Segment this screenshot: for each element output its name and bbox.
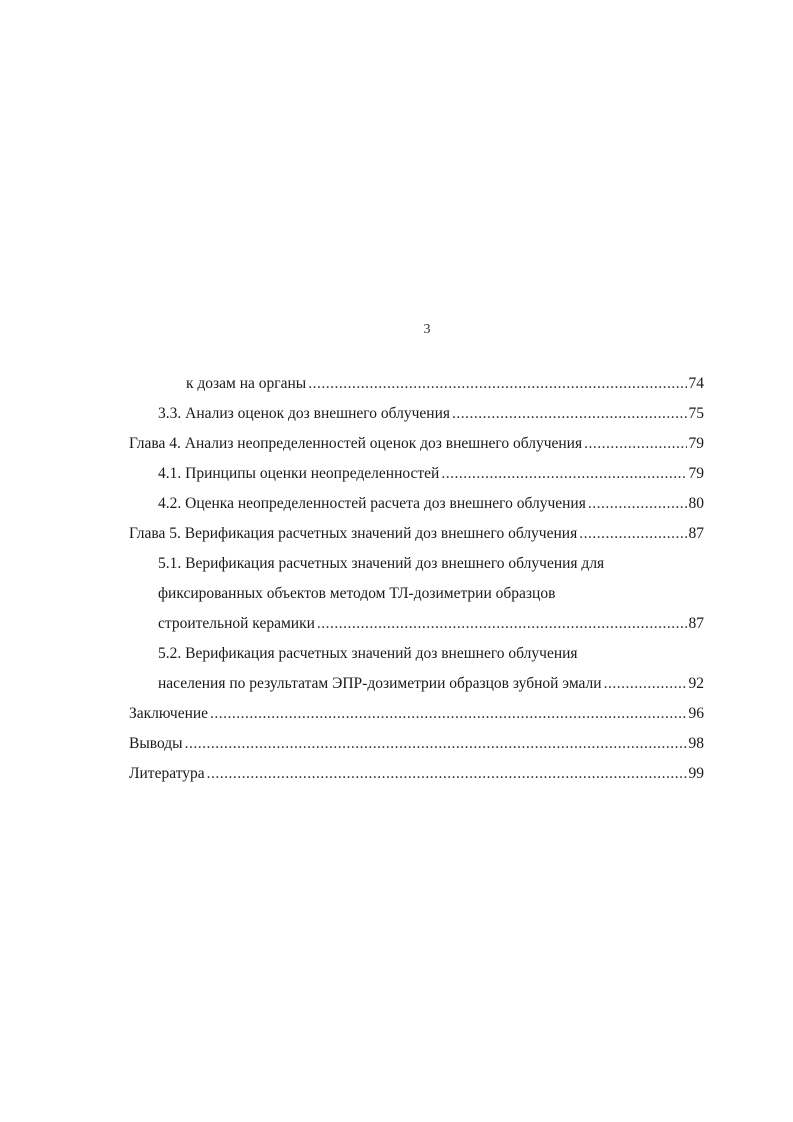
- toc-entry-page: 92: [688, 675, 704, 692]
- toc-entry-title: населения по результатам ЭПР-дозиметрии образцов зубной эмали: [158, 675, 602, 692]
- toc-leader-dots: [207, 759, 687, 789]
- toc-entry: [129, 519, 704, 549]
- toc-entry-title: фиксированных объектов методом ТЛ-дозиметрии образцов: [158, 585, 556, 602]
- toc-entry-page: 99: [688, 765, 704, 782]
- toc-leader-dots: [185, 729, 687, 759]
- toc-entry: [129, 759, 704, 789]
- toc-entry: [129, 609, 704, 639]
- toc-entry: [129, 699, 704, 729]
- toc-entry: [129, 429, 704, 459]
- table-of-contents: [129, 369, 704, 789]
- toc-entry-page: 87: [688, 525, 704, 542]
- toc-leader-dots: [441, 459, 686, 489]
- toc-entry: [129, 489, 704, 519]
- toc-entry: [129, 399, 704, 429]
- toc-entry-page: 74: [688, 375, 704, 392]
- toc-leader-dots: [588, 489, 687, 519]
- toc-entry-title: строительной керамики: [158, 615, 315, 632]
- toc-entry-page: 98: [688, 735, 704, 752]
- toc-leader-dots: [579, 519, 686, 549]
- toc-entry-page: 96: [688, 705, 704, 722]
- toc-entry-page: 80: [688, 495, 704, 512]
- toc-leader-dots: [210, 699, 686, 729]
- toc-entry-title: 3.3. Анализ оценок доз внешнего облучения: [158, 405, 450, 422]
- toc-entry-title: Глава 4. Анализ неопределенностей оценок доз внешнего облучения: [129, 435, 583, 452]
- toc-leader-dots: [452, 399, 687, 429]
- toc-entry-title: 4.1. Принципы оценки неопределенностей: [158, 465, 440, 482]
- page-number: 3: [423, 322, 431, 337]
- toc-entry: [129, 369, 704, 399]
- toc-entry-page: 79: [688, 435, 704, 452]
- toc-entry: [129, 729, 704, 759]
- toc-entry: [129, 669, 704, 699]
- toc-entry-title: Заключение: [129, 705, 209, 722]
- toc-entry-title: 4.2. Оценка неопределенностей расчета доз внешнего облучения: [158, 495, 586, 512]
- toc-entry: [129, 459, 704, 489]
- toc-entry: [129, 639, 704, 669]
- toc-leader-dots: [604, 669, 687, 699]
- toc-entry-page: 87: [688, 615, 704, 632]
- toc-entry: [129, 549, 704, 579]
- toc-entry: [129, 579, 704, 609]
- toc-leader-dots: [317, 609, 687, 639]
- toc-leader-dots: [308, 369, 686, 399]
- toc-entry-title: 5.1. Верификация расчетных значений доз внешнего облучения для: [158, 555, 605, 572]
- toc-entry-title: Литература: [129, 765, 205, 782]
- toc-entry-page: 79: [688, 465, 704, 482]
- toc-entry-title: к дозам на органы: [186, 375, 307, 392]
- toc-entry-title: Выводы: [129, 735, 183, 752]
- toc-entry-title: Глава 5. Верификация расчетных значений доз внешнего облучения: [129, 525, 578, 542]
- toc-leader-dots: [584, 429, 686, 459]
- toc-entry-page: 75: [688, 405, 704, 422]
- toc-entry-title: 5.2. Верификация расчетных значений доз внешнего облучения: [158, 645, 578, 662]
